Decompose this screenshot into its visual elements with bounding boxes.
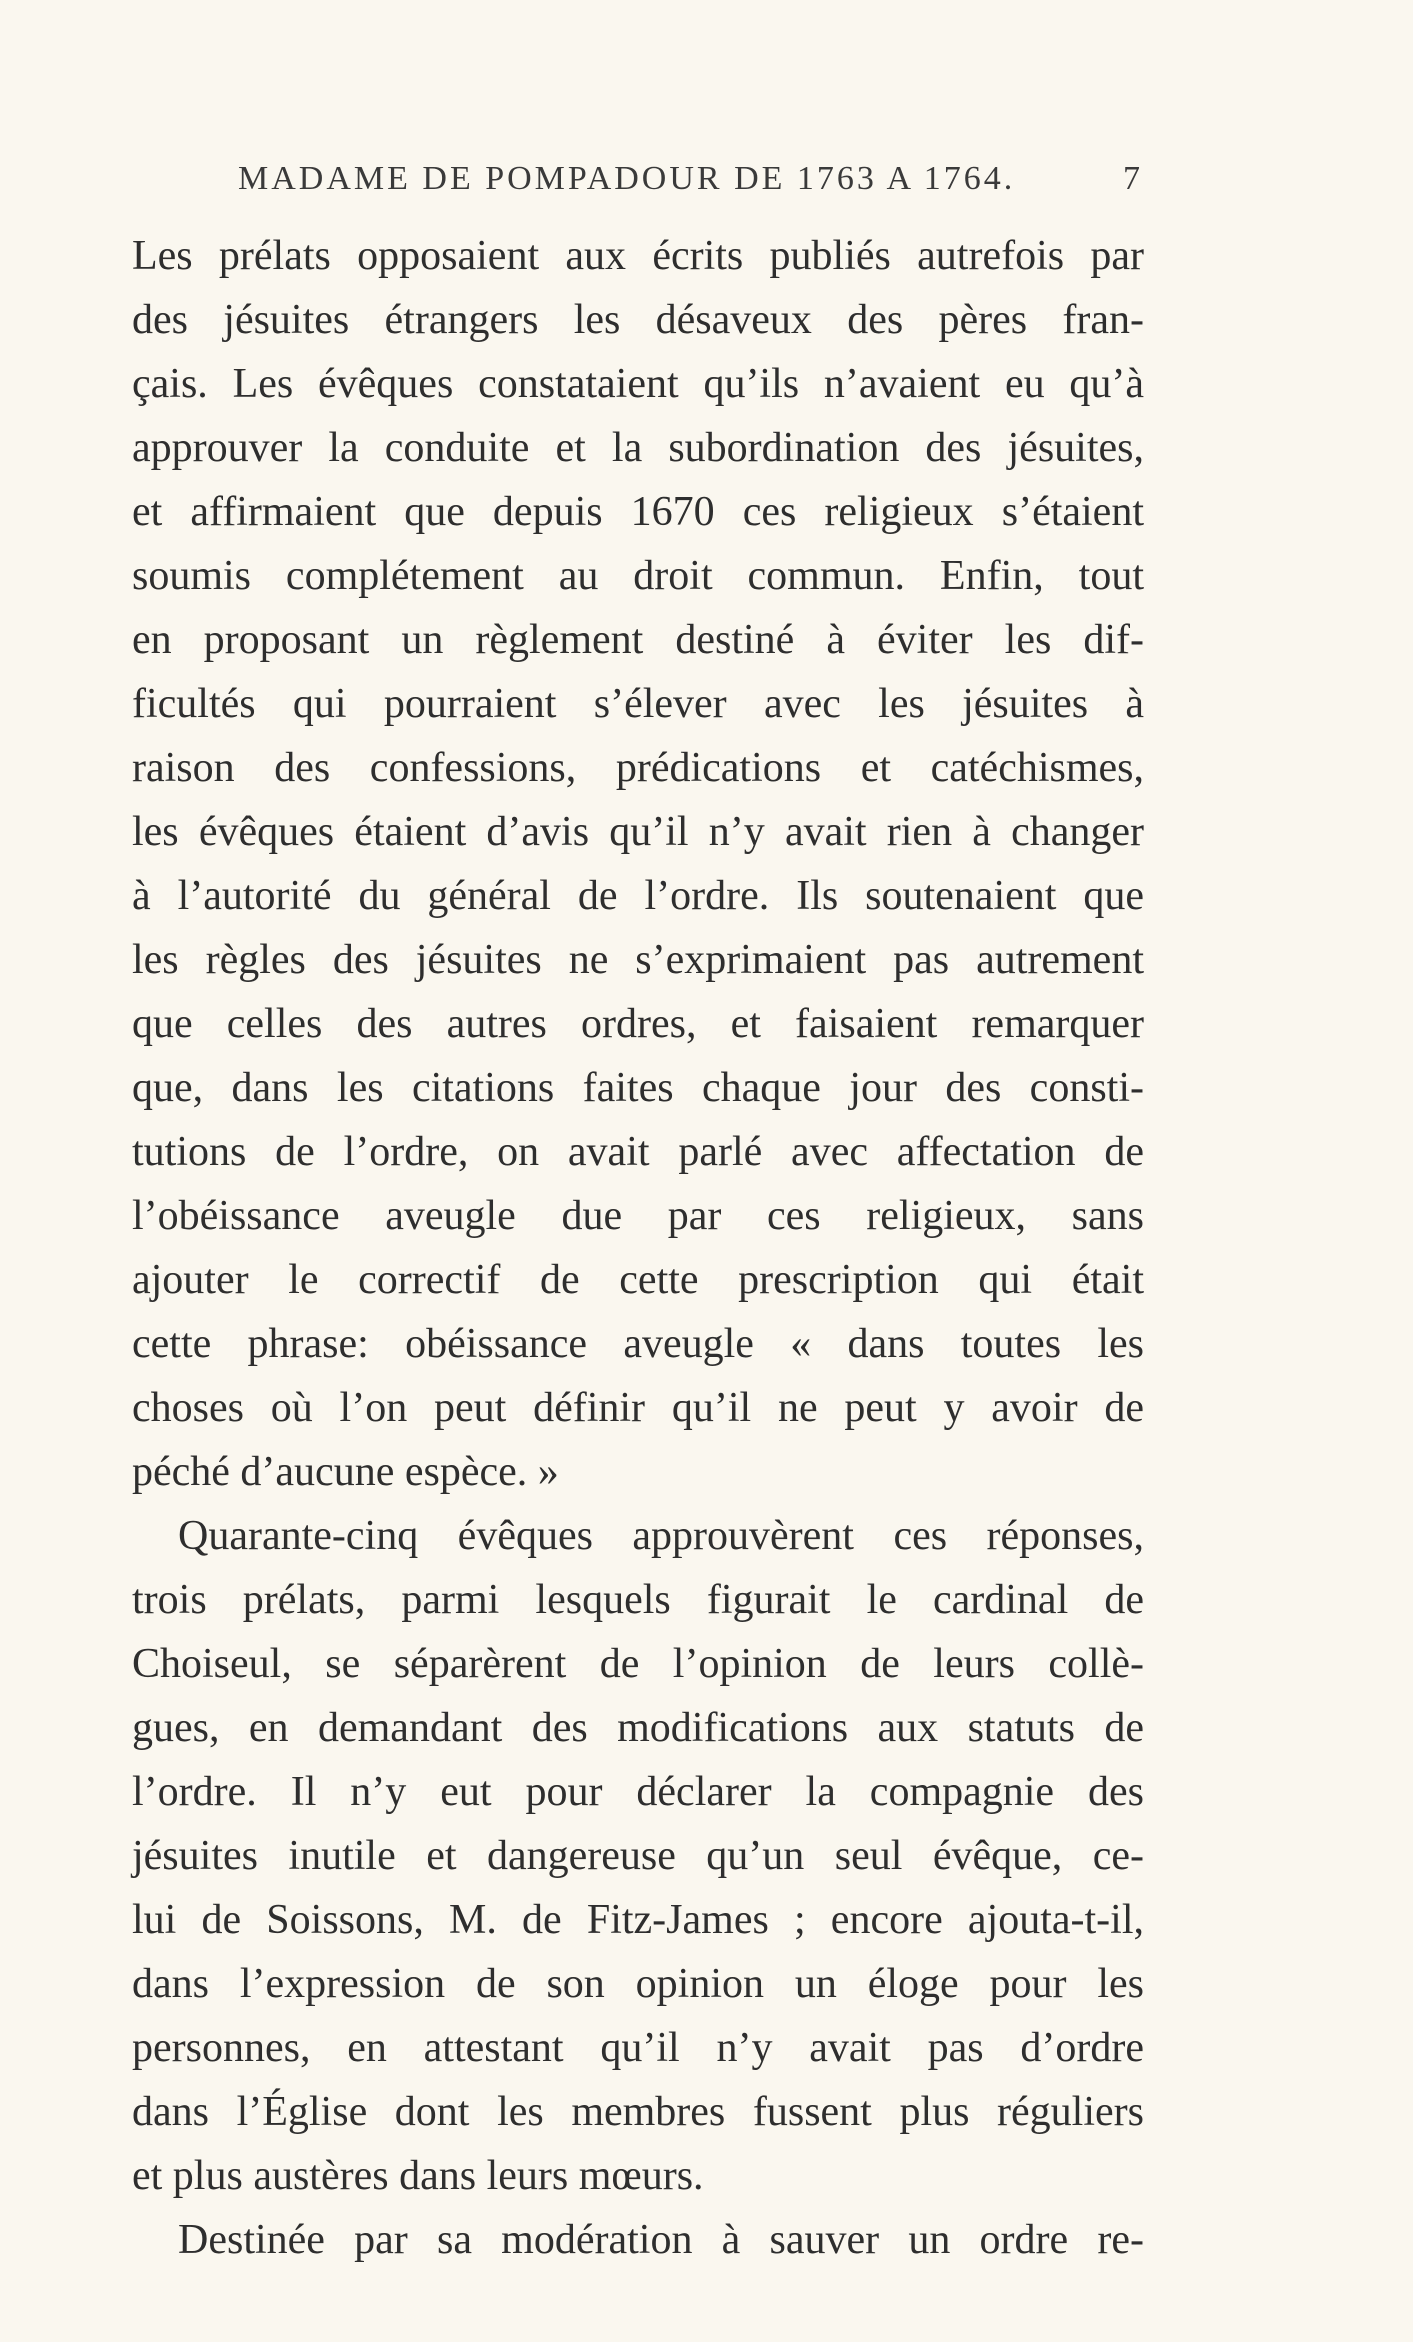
text-line: ajouter le correctif de cette prescription qui était xyxy=(132,1257,1144,1303)
text-line: et plus austères dans leurs mœurs. xyxy=(132,2153,704,2199)
text-line: péché d’aucune espèce. » xyxy=(132,1449,559,1495)
text-line: dans l’Église dont les membres fussent plus réguliers xyxy=(132,2089,1144,2135)
paragraph-start: Destinée par sa modération à sauver un ordre re- xyxy=(178,2217,1144,2263)
text-line: ficultés qui pourraient s’élever avec les jésuites à xyxy=(132,681,1144,727)
text-line: les évêques étaient d’avis qu’il n’y avait rien à changer xyxy=(132,809,1144,855)
page-number: 7 xyxy=(1123,160,1143,197)
text-line: que celles des autres ordres, et faisaient remarquer xyxy=(132,1001,1144,1047)
text-line: approuver la conduite et la subordination des jésuites, xyxy=(132,425,1144,471)
text-line: l’ordre. Il n’y eut pour déclarer la compagnie des xyxy=(132,1769,1144,1815)
text-line: Les prélats opposaient aux écrits publiés autrefois par xyxy=(132,233,1144,279)
text-line: soumis complétement au droit commun. Enfin, tout xyxy=(132,553,1144,599)
running-title: MADAME DE POMPADOUR DE 1763 A 1764. xyxy=(238,160,1016,197)
text-line: lui de Soissons, M. de Fitz-James ; encore ajouta-t-il, xyxy=(132,1897,1144,1943)
text-line: des jésuites étrangers les désaveux des pères fran- xyxy=(132,297,1144,343)
text-line: jésuites inutile et dangereuse qu’un seul évêque, ce- xyxy=(132,1833,1144,1879)
text-line: trois prélats, parmi lesquels figurait le cardinal de xyxy=(132,1577,1144,1623)
text-line: cette phrase: obéissance aveugle « dans toutes les xyxy=(132,1321,1144,1367)
text-line: et affirmaient que depuis 1670 ces religieux s’étaient xyxy=(132,489,1144,535)
text-line: personnes, en attestant qu’il n’y avait pas d’ordre xyxy=(132,2025,1144,2071)
text-line: Choiseul, se séparèrent de l’opinion de leurs collè- xyxy=(132,1641,1144,1687)
paragraph-start: Quarante-cinq évêques approuvèrent ces réponses, xyxy=(178,1513,1144,1559)
text-line: gues, en demandant des modifications aux statuts de xyxy=(132,1705,1144,1751)
running-header xyxy=(238,160,1143,208)
text-line: raison des confessions, prédications et catéchismes, xyxy=(132,745,1144,791)
text-line: çais. Les évêques constataient qu’ils n’avaient eu qu’à xyxy=(132,361,1144,407)
text-line: les règles des jésuites ne s’exprimaient pas autrement xyxy=(132,937,1144,983)
text-line: l’obéissance aveugle due par ces religieux, sans xyxy=(132,1193,1144,1239)
text-line: en proposant un règlement destiné à éviter les dif- xyxy=(132,617,1144,663)
text-line: dans l’expression de son opinion un éloge pour les xyxy=(132,1961,1144,2007)
text-line: que, dans les citations faites chaque jour des consti- xyxy=(132,1065,1144,1111)
text-line: à l’autorité du général de l’ordre. Ils soutenaient que xyxy=(132,873,1144,919)
text-line: tutions de l’ordre, on avait parlé avec affectation de xyxy=(132,1129,1144,1175)
text-line: choses où l’on peut définir qu’il ne peut y avoir de xyxy=(132,1385,1144,1431)
